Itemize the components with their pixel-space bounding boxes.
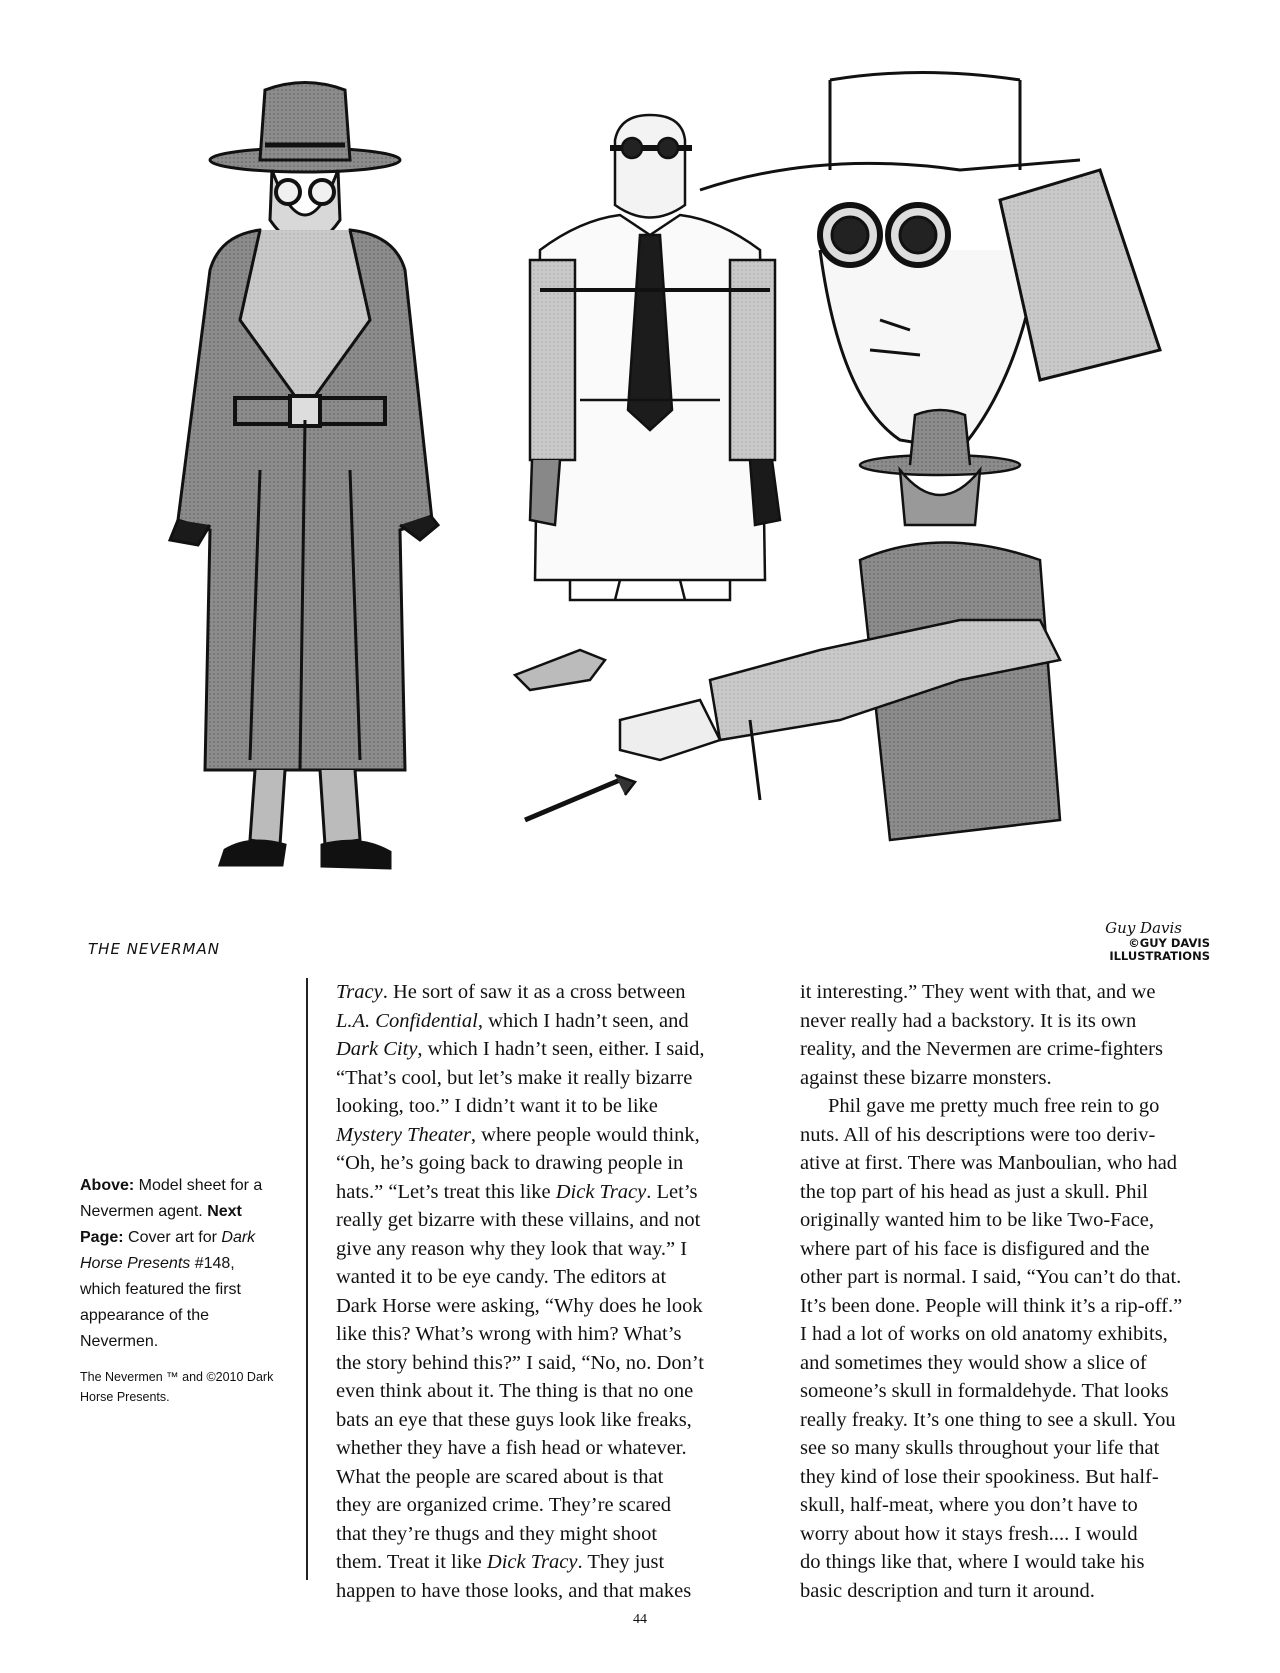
- col2-line: basic description and turn it around.: [800, 1579, 1095, 1602]
- col2-line: and sometimes they would show a slice of: [800, 1351, 1147, 1374]
- col2-line: it interesting.” They went with that, and we: [800, 981, 1156, 1003]
- col1-line: “Oh, he’s going back to drawing people in: [336, 1152, 684, 1174]
- col2-line: It’s been done. People will think it’s a rip-off.”: [800, 1294, 1183, 1317]
- artist-signature: Guy Davis: [1105, 919, 1182, 937]
- col1-line: looking, too.” I didn’t want it to be like: [336, 1095, 658, 1117]
- col1-line: the story behind this?” I said, “No, no. Don’t: [336, 1351, 704, 1374]
- credit-line-2: ILLUSTRATIONS: [1109, 949, 1210, 963]
- illustration-label: THE NEVERMAN: [88, 940, 220, 958]
- col2-line: never really had a backstory. It is its own: [800, 1009, 1137, 1032]
- model-sheet-drawing: [60, 20, 1220, 975]
- col2-line: someone’s skull in formaldehyde. That looks: [800, 1380, 1169, 1402]
- col2-line: really freaky. It’s one thing to see a skull. You: [800, 1408, 1176, 1431]
- col2-line: worry about how it stays fresh.... I would: [800, 1522, 1138, 1545]
- col2-line: originally wanted him to be like Two-Face,: [800, 1209, 1155, 1231]
- col1-line: give any reason why they look that way.” I: [336, 1237, 688, 1260]
- model-sheet-illustration: [60, 20, 1220, 975]
- column-divider: [306, 978, 308, 1580]
- col1-line: Dark City, which I hadn’t seen, either. I said,: [336, 1038, 705, 1060]
- caption-above-label: Above:: [80, 1177, 135, 1194]
- col2-line: see so many skulls throughout your life that: [800, 1437, 1160, 1459]
- col2-line: do things like that, where I would take his: [800, 1551, 1145, 1573]
- col1-line: them. Treat it like Dick Tracy. They just: [336, 1551, 665, 1573]
- body-column-2: [800, 978, 1208, 1605]
- col2-line: nuts. All of his descriptions were too deriv-: [800, 1123, 1156, 1146]
- col1-line: they are organized crime. They’re scared: [336, 1494, 672, 1516]
- col2-line: reality, and the Nevermen are crime-fighters: [800, 1038, 1163, 1060]
- caption-next-text-2: #148, which featured the first appearance of the Nevermen.: [80, 1255, 241, 1350]
- caption-next-text: Cover art for: [123, 1229, 222, 1246]
- caption-next-title: Dark Horse Presents: [80, 1229, 256, 1272]
- col1-line: wanted it to be eye candy. The editors at: [336, 1266, 667, 1288]
- col2-line: where part of his face is disfigured and the: [800, 1237, 1150, 1260]
- caption-legal-notice: The Nevermen ™ and ©2010 Dark Horse Presents.: [80, 1370, 274, 1404]
- image-caption: [80, 1173, 280, 1407]
- col1-line: whether they have a fish head or whatever.: [336, 1437, 687, 1459]
- trenchcoat-agent-figure: [170, 83, 438, 869]
- col1-line: like this? What’s wrong with him? What’s: [336, 1323, 682, 1345]
- col1-line: hats.” “Let’s treat this like Dick Tracy. Let’s: [336, 1180, 698, 1203]
- col2-line: they kind of lose their spookiness. But half-: [800, 1465, 1159, 1488]
- col1-line: bats an eye that these guys look like freaks,: [336, 1408, 692, 1431]
- col1-line: Dark Horse were asking, “Why does he look: [336, 1294, 703, 1317]
- page-number: 44: [633, 1612, 647, 1627]
- col2-line: the top part of his head as just a skull. Phil: [800, 1180, 1148, 1203]
- col2-line: Phil gave me pretty much free rein to go: [828, 1095, 1160, 1117]
- credit-line-1: ©GUY DAVIS: [1128, 936, 1210, 950]
- col1-line: L.A. Confidential, which I hadn’t seen, and: [336, 1009, 689, 1032]
- col2-line: skull, half-meat, where you don’t have to: [800, 1494, 1138, 1516]
- col2-line: against these bizarre monsters.: [800, 1066, 1052, 1089]
- col1-line: Mystery Theater, where people would think,: [336, 1123, 700, 1146]
- col1-line: “That’s cool, but let’s make it really bizarre: [336, 1066, 693, 1089]
- col1-line: that they’re thugs and they might shoot: [336, 1522, 658, 1545]
- col1-line: even think about it. The thing is that no one: [336, 1380, 694, 1402]
- col2-line: ative at first. There was Manboulian, who had: [800, 1152, 1178, 1174]
- col2-line: other part is normal. I said, “You can’t do that.: [800, 1266, 1182, 1288]
- col1-line: Tracy. He sort of saw it as a cross between: [336, 981, 686, 1003]
- body-column-1: [336, 978, 744, 1605]
- col2-line: I had a lot of works on old anatomy exhibits,: [800, 1323, 1168, 1345]
- caption-above-text: Model sheet for a Nevermen agent.: [80, 1177, 263, 1220]
- col1-line: What the people are scared about is that: [336, 1465, 664, 1488]
- illustration-credit: [1105, 919, 1210, 963]
- shirt-agent-figure: [530, 115, 780, 600]
- caption-next-label: Next Page:: [80, 1203, 242, 1246]
- col1-line: really get bizarre with these villains, and not: [336, 1209, 701, 1231]
- col1-line: happen to have those looks, and that makes: [336, 1579, 692, 1602]
